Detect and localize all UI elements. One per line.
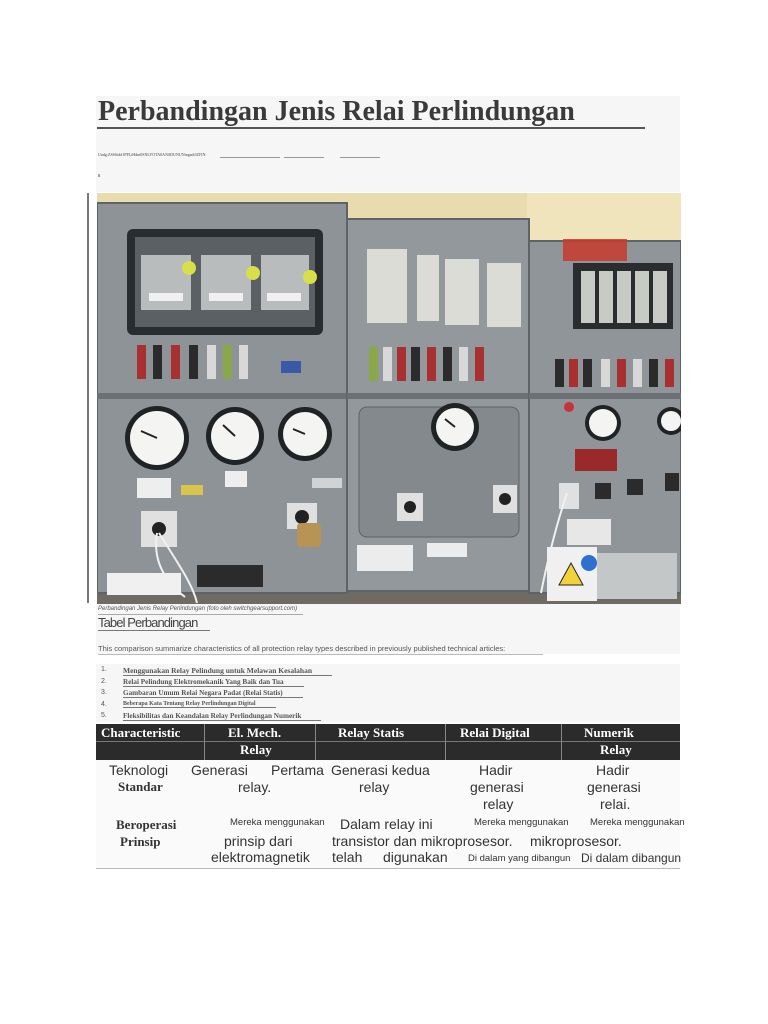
row1-label-2: Standar	[118, 779, 163, 794]
article-link[interactable]: Gambaran Umum Relai Negara Padat (Relai Statis)	[123, 689, 303, 698]
header-numerik	[562, 724, 680, 760]
header-el-mech-label: El. Mech.	[228, 725, 282, 740]
row1-st-2: relay	[359, 779, 390, 795]
header-statis-label: Relay Statis	[338, 725, 405, 740]
article-link[interactable]: Fleksibilitas dan Keandalan Relay Perlindungan Numerik	[123, 712, 321, 721]
row1-el-3: relay.	[238, 779, 272, 795]
header-digital-label: Relai Digital	[460, 725, 530, 740]
header-numerik-label: Numerik	[584, 725, 634, 740]
page-title: Perbandingan Jenis Relai Perlindungan	[98, 96, 575, 127]
row2-dg-small: Mereka menggunakan	[474, 817, 569, 828]
switchgear-photo	[97, 193, 681, 604]
header-characteristic	[96, 724, 205, 760]
header-digital	[446, 724, 562, 760]
row2-label-2: Prinsip	[120, 834, 161, 849]
row2-dg-small-2: Di dalam yang dibangun	[468, 853, 571, 864]
row2-dg-1: mikroprosesor.	[530, 833, 622, 849]
header-el-mech-label-2: Relay	[240, 742, 272, 757]
row1-nm-2: generasi	[587, 779, 641, 795]
list-item-number: 5.	[101, 712, 107, 719]
meta-line: Undg:ZSSStdd1PPLtHdnt0SNLYOTA0ANSDUNUNingadi3ZFIN	[98, 152, 206, 157]
article-link[interactable]: Relai Pelindung Elektromekanik Yang Baik dan Tua	[123, 678, 304, 687]
header-el-mech	[205, 724, 316, 760]
header-characteristic-label: Characteristic	[101, 725, 181, 740]
row2-st-4: digunakan	[383, 849, 448, 865]
section-intro: This comparison summarize characteristics of all protection relay types described in previously published technical articles:	[98, 644, 506, 653]
meta-dot: s	[98, 173, 101, 179]
table-header	[96, 724, 680, 760]
section-heading-rule	[98, 630, 210, 631]
row2-nm-1: Di dalam dibangun	[581, 851, 682, 865]
article-link[interactable]: Beberapa Kata Tentang Relay Perlindungan Digital	[123, 701, 276, 708]
row1-nm-3: relai.	[600, 796, 631, 812]
list-item-number: 4.	[101, 700, 107, 708]
left-border-bar	[87, 193, 89, 603]
row1-dg-1: Hadir	[479, 762, 513, 778]
row2-st-2: transistor dan mikroprosesor.	[332, 833, 513, 849]
list-item-number: 3.	[101, 689, 107, 696]
meta-rule-2	[284, 157, 324, 158]
row1-dg-3: relay	[483, 796, 514, 812]
row1-el-2: Pertama	[271, 762, 324, 778]
row2-el-2: elektromagnetik	[211, 849, 310, 865]
row2-el-small: Mereka menggunakan	[230, 817, 325, 828]
header-numerik-label-2: Relay	[600, 742, 632, 757]
row2-nm-small: Mereka menggunakan	[590, 817, 685, 828]
intro-rule	[98, 654, 543, 655]
row1-dg-2: generasi	[470, 779, 524, 795]
row1-nm-1: Hadir	[596, 762, 630, 778]
row1-el-1: Generasi	[191, 762, 248, 778]
article-link[interactable]: Menggunakan Relay Pelindung untuk Melawan Kesalahan	[123, 666, 332, 676]
row2-st-1: Dalam relay ini	[340, 816, 433, 832]
meta-rule-1	[220, 157, 280, 158]
title-underline	[97, 127, 645, 129]
row2-label-1: Beroperasi	[116, 817, 177, 832]
row2-el-1: prinsip dari	[224, 833, 293, 849]
row2-st-3: telah	[332, 849, 363, 865]
section-heading: Tabel Perbandingan	[98, 615, 198, 630]
header-statis	[316, 724, 446, 760]
list-item-number: 2.	[101, 677, 107, 685]
meta-rule-3	[340, 157, 380, 158]
row1-label-1: Teknologi	[109, 762, 169, 778]
row1-st-1: Generasi kedua	[331, 762, 430, 778]
list-item-number: 1.	[101, 666, 107, 673]
photo-caption: Perbandingan Jenis Relay Perlindungan (foto oleh switchgearsupport.com)	[98, 606, 298, 612]
